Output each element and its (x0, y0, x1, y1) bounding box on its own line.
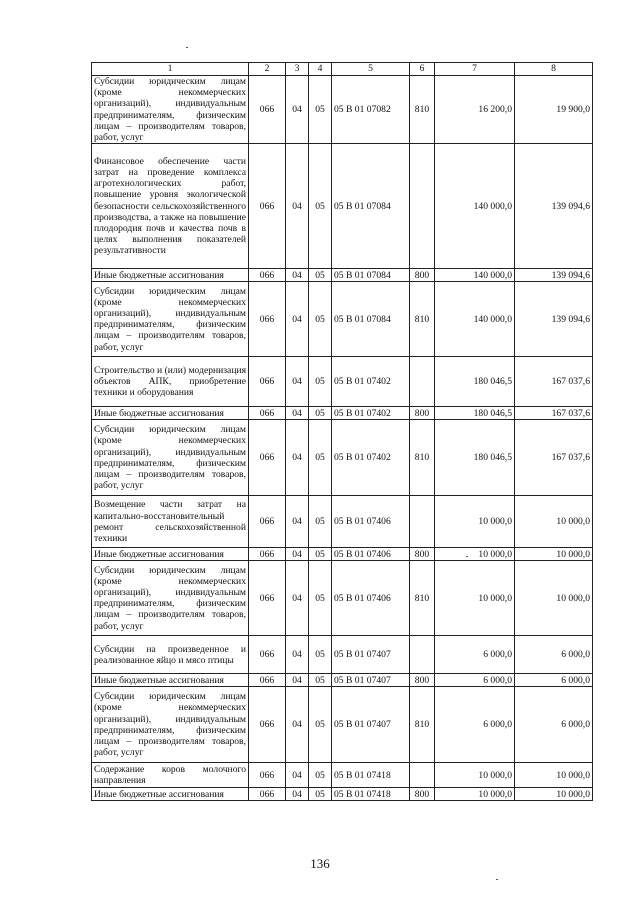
section-code: 04 (286, 763, 309, 788)
section-code: 04 (286, 788, 309, 801)
subsection-code: 05 (309, 420, 332, 496)
target-article-code: 05 В 01 07418 (332, 763, 410, 788)
target-article-code: 05 В 01 07402 (332, 357, 410, 407)
section-code: 04 (286, 561, 309, 636)
ministry-code: 066 (249, 548, 286, 561)
expense-type-code: 800 (410, 269, 435, 282)
table-row (92, 420, 593, 496)
actual-amount: 6 000,0 (515, 674, 593, 687)
row-description: Иные бюджетные ассигнования (92, 674, 249, 687)
table-row (92, 496, 593, 548)
ministry-code: 066 (249, 282, 286, 357)
subsection-code: 05 (309, 269, 332, 282)
row-description: Субсидии юридическим лицам (кроме некоммерческих организаций), индивидуальным предпринимателям, физическим лицам – производителям товаров, работ, услуг (92, 282, 249, 357)
subsection-code: 05 (309, 144, 332, 269)
subsection-code: 05 (309, 76, 332, 144)
ministry-code: 066 (249, 420, 286, 496)
row-description: Финансовое обеспечение части затрат на проведение комплекса агротехнологических работ, повышение уровня экологической безопасности сельскохозяйственного производства, а также на повышение плодородия почв и качества почв в целях выполнения показателей результативности (92, 144, 249, 269)
table-row (92, 357, 593, 407)
section-code: 04 (286, 496, 309, 548)
table-row (92, 407, 593, 420)
section-code: 04 (286, 636, 309, 674)
target-article-code: 05 В 01 07406 (332, 548, 410, 561)
column-header-4: 4 (309, 63, 332, 76)
target-article-code: 05 В 01 07406 (332, 496, 410, 548)
row-description: Субсидии на произведенное и реализованное яйцо и мясо птицы (92, 636, 249, 674)
section-code: 04 (286, 357, 309, 407)
table-row (92, 788, 593, 801)
target-article-code: 05 В 01 07406 (332, 561, 410, 636)
expense-type-code: 810 (410, 687, 435, 763)
planned-amount: 10 000,0 (435, 561, 515, 636)
section-code: 04 (286, 548, 309, 561)
expense-type-code (410, 763, 435, 788)
actual-amount: 167 037,6 (515, 420, 593, 496)
target-article-code: 05 В 01 07402 (332, 420, 410, 496)
planned-amount: 6 000,0 (435, 687, 515, 763)
planned-amount: 180 046,5 (435, 357, 515, 407)
section-code: 04 (286, 687, 309, 763)
target-article-code: 05 В 01 07084 (332, 144, 410, 269)
subsection-code: 05 (309, 788, 332, 801)
table-row (92, 674, 593, 687)
ministry-code: 066 (249, 357, 286, 407)
actual-amount: 10 000,0 (515, 548, 593, 561)
actual-amount: 10 000,0 (515, 561, 593, 636)
row-description: Субсидии юридическим лицам (кроме некоммерческих организаций), индивидуальным предпринимателям, физическим лицам – производителям товаров, работ, услуг (92, 561, 249, 636)
target-article-code: 05 В 01 07407 (332, 636, 410, 674)
actual-amount: 167 037,6 (515, 407, 593, 420)
expense-type-code: 810 (410, 561, 435, 636)
table-row (92, 687, 593, 763)
row-description: Иные бюджетные ассигнования (92, 407, 249, 420)
planned-amount: 10 000,0 (435, 788, 515, 801)
planned-amount: 180 046,5 (435, 420, 515, 496)
actual-amount: 10 000,0 (515, 496, 593, 548)
expense-type-code (410, 496, 435, 548)
subsection-code: 05 (309, 282, 332, 357)
subsection-code: 05 (309, 496, 332, 548)
table-row (92, 144, 593, 269)
ministry-code: 066 (249, 496, 286, 548)
section-code: 04 (286, 420, 309, 496)
ministry-code: 066 (249, 269, 286, 282)
ministry-code: 066 (249, 636, 286, 674)
planned-amount: 6 000,0 (435, 636, 515, 674)
row-description: Возмещение части затрат на капитально-восстановительный ремонт сельскохозяйственной техники (92, 496, 249, 548)
subsection-code: 05 (309, 687, 332, 763)
expense-type-code: 800 (410, 548, 435, 561)
actual-amount: 167 037,6 (515, 357, 593, 407)
budget-table (91, 62, 593, 801)
subsection-code: 05 (309, 636, 332, 674)
expense-type-code: 800 (410, 407, 435, 420)
expense-type-code: 800 (410, 674, 435, 687)
actual-amount: 10 000,0 (515, 763, 593, 788)
actual-amount: 19 900,0 (515, 76, 593, 144)
planned-amount: 6 000,0 (435, 674, 515, 687)
ministry-code: 066 (249, 407, 286, 420)
actual-amount: 139 094,6 (515, 144, 593, 269)
column-header-1: 1 (92, 63, 249, 76)
target-article-code: 05 В 01 07084 (332, 282, 410, 357)
planned-amount: 180 046,5 (435, 407, 515, 420)
row-description: Субсидии юридическим лицам (кроме некоммерческих организаций), индивидуальным предпринимателям, физическим лицам – производителям товаров, работ, услуг (92, 76, 249, 144)
scan-speck (496, 879, 498, 880)
actual-amount: 139 094,6 (515, 269, 593, 282)
target-article-code: 05 В 01 07084 (332, 269, 410, 282)
planned-amount: 10 000,0 (435, 763, 515, 788)
column-header-2: 2 (249, 63, 286, 76)
section-code: 04 (286, 144, 309, 269)
table-row (92, 636, 593, 674)
table-row (92, 561, 593, 636)
planned-amount: 16 200,0 (435, 76, 515, 144)
column-header-3: 3 (286, 63, 309, 76)
expense-type-code (410, 357, 435, 407)
table-row (92, 282, 593, 357)
column-header-5: 5 (332, 63, 410, 76)
subsection-code: 05 (309, 763, 332, 788)
row-description: Иные бюджетные ассигнования (92, 269, 249, 282)
target-article-code: 05 В 01 07418 (332, 788, 410, 801)
ministry-code: 066 (249, 144, 286, 269)
ministry-code: 066 (249, 76, 286, 144)
column-header-8: 8 (515, 63, 593, 76)
section-code: 04 (286, 282, 309, 357)
expense-type-code: 810 (410, 76, 435, 144)
subsection-code: 05 (309, 674, 332, 687)
ministry-code: 066 (249, 687, 286, 763)
section-code: 04 (286, 269, 309, 282)
row-description: Иные бюджетные ассигнования (92, 548, 249, 561)
target-article-code: 05 В 01 07407 (332, 674, 410, 687)
ministry-code: 066 (249, 788, 286, 801)
subsection-code: 05 (309, 407, 332, 420)
scan-speck (466, 556, 468, 557)
subsection-code: 05 (309, 548, 332, 561)
page-number: 136 (310, 856, 330, 871)
section-code: 04 (286, 674, 309, 687)
target-article-code: 05 В 01 07082 (332, 76, 410, 144)
subsection-code: 05 (309, 561, 332, 636)
expense-type-code: 810 (410, 282, 435, 357)
actual-amount: 6 000,0 (515, 636, 593, 674)
planned-amount: 140 000,0 (435, 144, 515, 269)
actual-amount: 139 094,6 (515, 282, 593, 357)
row-description: Строительство и (или) модернизация объектов АПК, приобретение техники и оборудования (92, 357, 249, 407)
section-code: 04 (286, 76, 309, 144)
expense-type-code (410, 144, 435, 269)
table-row (92, 76, 593, 144)
ministry-code: 066 (249, 763, 286, 788)
table-header-row (92, 63, 593, 76)
expense-type-code (410, 636, 435, 674)
expense-type-code: 810 (410, 420, 435, 496)
planned-amount: 140 000,0 (435, 282, 515, 357)
target-article-code: 05 В 01 07402 (332, 407, 410, 420)
row-description: Содержание коров молочного направления (92, 763, 249, 788)
column-header-7: 7 (435, 63, 515, 76)
ministry-code: 066 (249, 674, 286, 687)
expense-type-code: 800 (410, 788, 435, 801)
table-row (92, 548, 593, 561)
column-header-6: 6 (410, 63, 435, 76)
scan-speck (186, 47, 188, 48)
subsection-code: 05 (309, 357, 332, 407)
section-code: 04 (286, 407, 309, 420)
target-article-code: 05 В 01 07407 (332, 687, 410, 763)
actual-amount: 6 000,0 (515, 687, 593, 763)
planned-amount: 10 000,0 (435, 496, 515, 548)
table-row (92, 763, 593, 788)
row-description: Иные бюджетные ассигнования (92, 788, 249, 801)
table-body (92, 76, 593, 801)
row-description: Субсидии юридическим лицам (кроме некоммерческих организаций), индивидуальным предпринимателям, физическим лицам – производителям товаров, работ, услуг (92, 687, 249, 763)
actual-amount: 10 000,0 (515, 788, 593, 801)
row-description: Субсидии юридическим лицам (кроме некоммерческих организаций), индивидуальным предпринимателям, физическим лицам – производителям товаров, работ, услуг (92, 420, 249, 496)
table-row (92, 269, 593, 282)
planned-amount: 140 000,0 (435, 269, 515, 282)
planned-amount: 10 000,0 (435, 548, 515, 561)
ministry-code: 066 (249, 561, 286, 636)
